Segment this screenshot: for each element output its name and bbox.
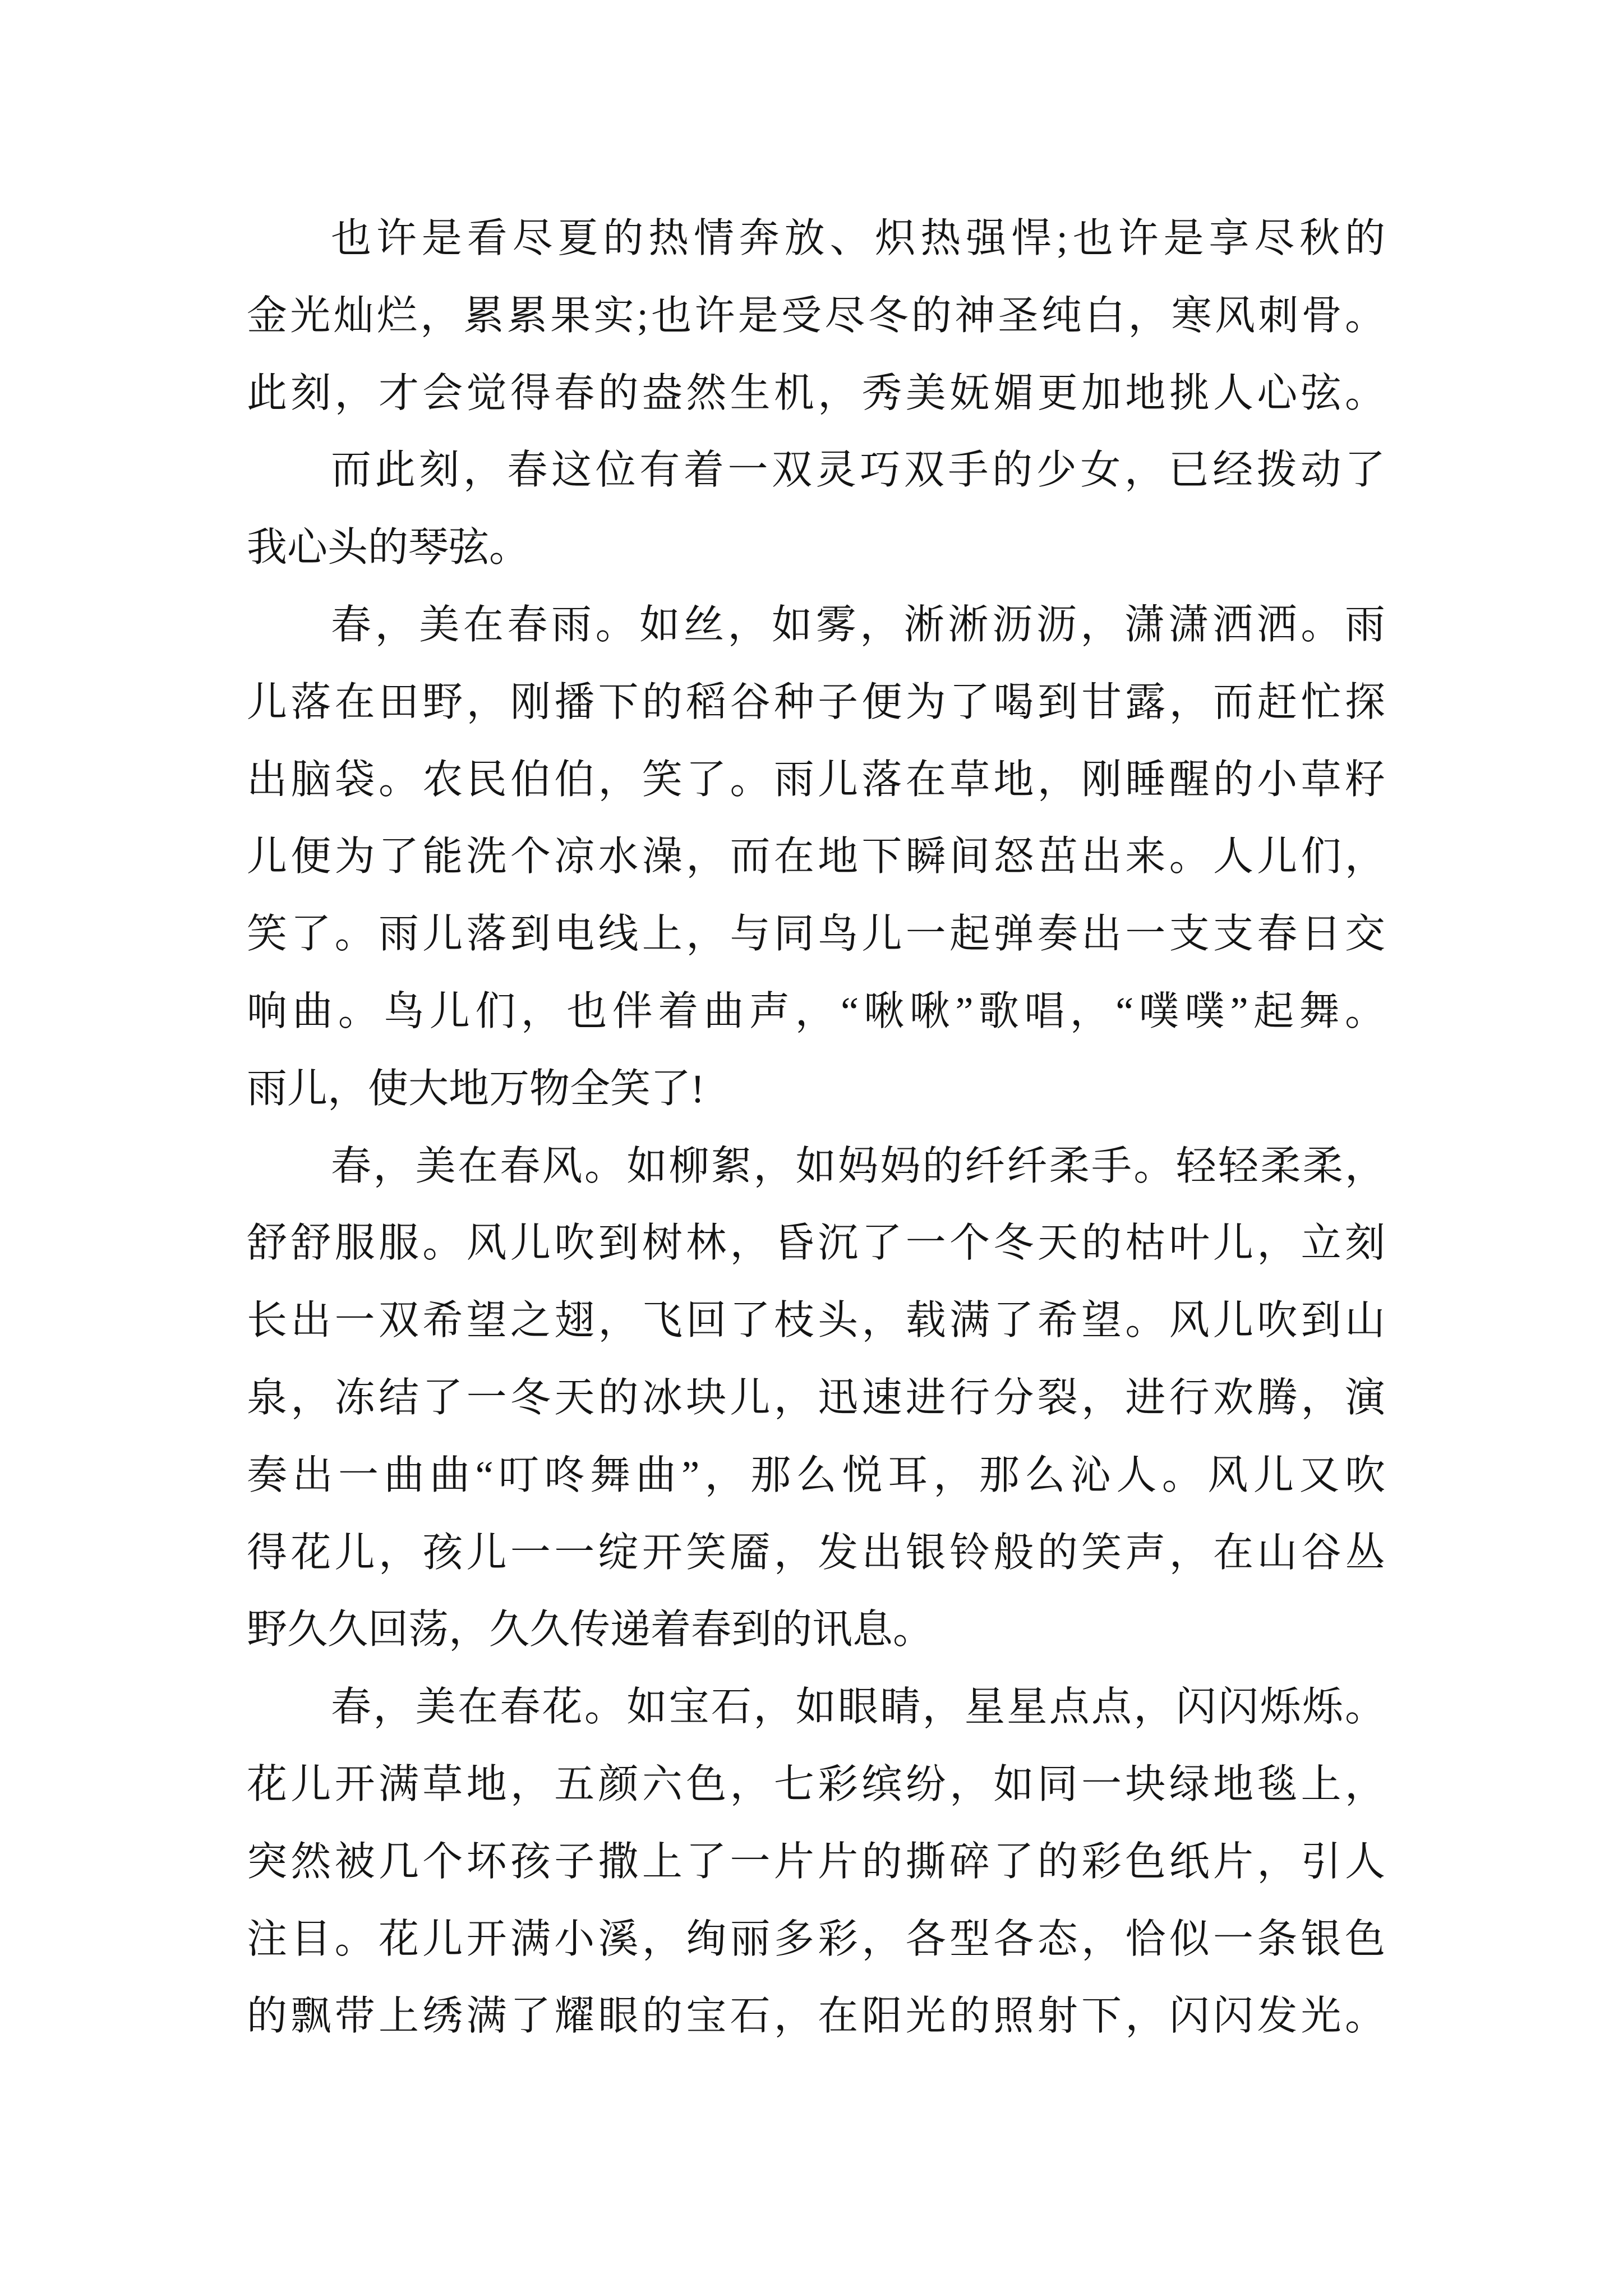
text-line: 金光灿烂，累累果实;也许是受尽冬的神圣纯白，寒风刺骨。 bbox=[247, 293, 1385, 338]
text-line: 儿便为了能洗个凉水澡，而在地下瞬间怒茁出来。人儿们， bbox=[247, 834, 1385, 880]
text-line: 花儿开满草地，五颜六色，七彩缤纷，如同一块绿地毯上， bbox=[247, 1761, 1385, 1807]
text-line: 野久久回荡，久久传递着春到的讯息。 bbox=[247, 1607, 934, 1653]
text-line: 出脑袋。农民伯伯，笑了。雨儿落在草地，刚睡醒的小草籽 bbox=[247, 757, 1385, 802]
text-line: 儿落在田野，刚播下的稻谷种子便为了喝到甘露，而赶忙探 bbox=[247, 679, 1385, 725]
text-line: 春，美在春风。如柳絮，如妈妈的纤纤柔手。轻轻柔柔， bbox=[331, 1143, 1385, 1189]
text-line: 我心头的琴弦。 bbox=[247, 525, 530, 570]
text-line: 春，美在春雨。如丝，如雾，淅淅沥沥，潇潇洒洒。雨 bbox=[331, 602, 1385, 647]
text-line: 雨儿，使大地万物全笑了! bbox=[247, 1066, 704, 1111]
text-line: 得花儿，孩儿一一绽开笑靥，发出银铃般的笑声，在山谷丛 bbox=[247, 1530, 1385, 1575]
text-line: 泉，冻结了一冬天的冰块儿，迅速进行分裂，进行欢腾，演 bbox=[247, 1375, 1385, 1420]
document-body bbox=[247, 200, 1385, 2055]
text-line: 奏出一曲曲“叮咚舞曲”，那么悦耳，那么沁人。风儿又吹 bbox=[247, 1452, 1385, 1498]
text-line: 此刻，才会觉得春的盎然生机，秀美妩媚更加地挑人心弦。 bbox=[247, 370, 1385, 416]
text-line: 响曲。鸟儿们，也伴着曲声，“啾啾”歌唱，“噗噗”起舞。 bbox=[247, 988, 1385, 1034]
paragraph-2 bbox=[247, 432, 1385, 587]
paragraph-5 bbox=[247, 1669, 1385, 2055]
text-line: 春，美在春花。如宝石，如眼睛，星星点点，闪闪烁烁。 bbox=[331, 1685, 1385, 1730]
text-line: 注目。花儿开满小溪，绚丽多彩，各型各态，恰似一条银色 bbox=[247, 1916, 1385, 1962]
text-line: 突然被几个坏孩子撒上了一片片的撕碎了的彩色纸片，引人 bbox=[247, 1839, 1385, 1884]
paragraph-4 bbox=[247, 1128, 1385, 1669]
paragraph-3 bbox=[247, 587, 1385, 1128]
text-line: 而此刻，春这位有着一双灵巧双手的少女，已经拨动了 bbox=[331, 448, 1385, 493]
text-line: 也许是看尽夏的热情奔放、炽热强悍;也许是享尽秋的 bbox=[331, 216, 1385, 261]
paragraph-1 bbox=[247, 200, 1385, 432]
text-line: 舒舒服服。风儿吹到树林，昏沉了一个冬天的枯叶儿，立刻 bbox=[247, 1221, 1385, 1266]
text-line: 长出一双希望之翅，飞回了枝头，载满了希望。风儿吹到山 bbox=[247, 1298, 1385, 1343]
text-line: 的飘带上绣满了耀眼的宝石，在阳光的照射下，闪闪发光。 bbox=[247, 1994, 1385, 2039]
text-line: 笑了。雨儿落到电线上，与同鸟儿一起弹奏出一支支春日交 bbox=[247, 912, 1385, 957]
